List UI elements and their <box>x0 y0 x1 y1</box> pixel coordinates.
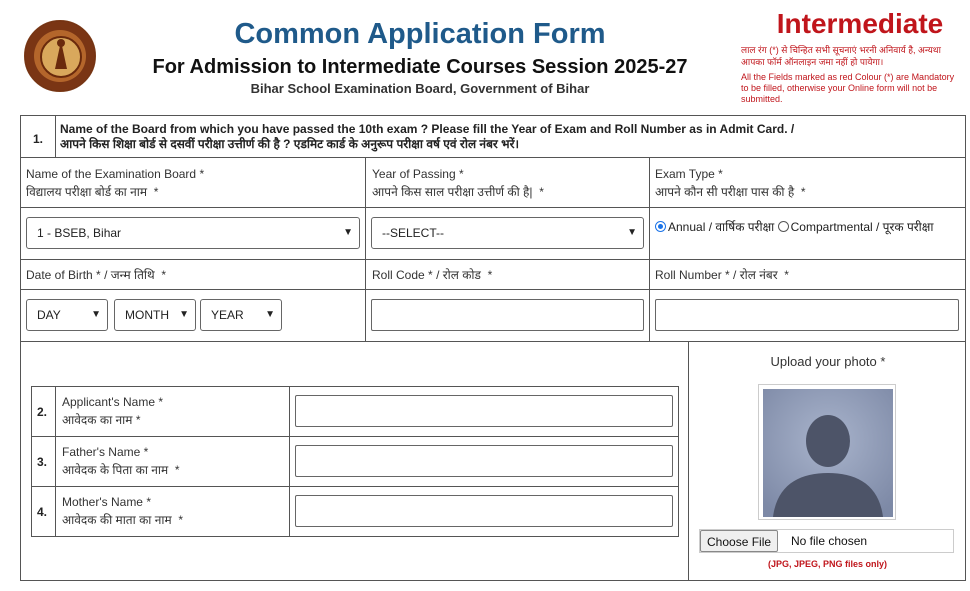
roll-code-label: Roll Code * / रोल कोड * <box>372 268 493 282</box>
row-number: 2. <box>37 405 48 419</box>
required-asterisk: * <box>458 167 464 181</box>
row-number: 3. <box>37 455 48 469</box>
applicant-name-input[interactable] <box>295 395 673 427</box>
mandatory-note-english: All the Fields marked as red Colour (*) are Mandatory to be filled, otherwise your Online form will not be submitted. <box>741 72 955 104</box>
required-asterisk: * <box>199 167 205 181</box>
roll-code-input[interactable] <box>371 299 644 331</box>
divider <box>20 289 966 290</box>
exam-type-label: Exam Type * आपने कौन सी परीक्षा पास की है * <box>655 167 806 199</box>
mother-name-label: Mother's Name * आवेदक की माता का नाम * <box>62 495 184 527</box>
required-asterisk: * <box>146 495 151 509</box>
divider <box>31 486 679 487</box>
applicant-name-label: Applicant's Name * आवेदक का नाम * <box>62 395 164 427</box>
mandatory-note-hindi: लाल रंग (*) से चिन्हित सभी सूचनाएं भरनी अनिवार्य है, अन्यथा आपका फॉर्म ऑनलाइन जमा नहीं हो पायेगा। <box>741 45 941 67</box>
chevron-down-icon: ▼ <box>91 309 101 320</box>
divider <box>365 157 366 341</box>
chevron-down-icon: ▼ <box>627 227 637 238</box>
question-number: 1. <box>33 132 44 146</box>
emblem-logo <box>24 20 96 92</box>
required-asterisk: * <box>718 167 723 181</box>
question-text-english: Name of the Board from which you have passed the 10th exam ? Please fill the Year of Exam and Roll Number as in Admit Card. / <box>60 122 795 136</box>
dob-month-select[interactable]: MONTH ▼ <box>114 299 196 331</box>
mother-name-input[interactable] <box>295 495 673 527</box>
file-type-hint: (JPG, JPEG, PNG files only) <box>767 559 888 569</box>
divider <box>31 436 679 437</box>
required-asterisk: * <box>539 185 544 199</box>
dob-label: Date of Birth * / जन्म तिथि * <box>26 268 167 282</box>
board-select[interactable]: 1 - BSEB, Bihar ▼ <box>26 217 360 249</box>
choose-file-button[interactable]: Choose File <box>700 530 778 552</box>
divider <box>20 157 966 158</box>
file-upload-control <box>699 529 954 553</box>
exam-type-options: Annual / वार्षिक परीक्षा Compartmental / पूरक परीक्षा <box>655 219 960 236</box>
dob-year-select[interactable]: YEAR ▼ <box>200 299 282 331</box>
page-subtitle: For Admission to Intermediate Courses Session 2025-27 <box>152 56 688 78</box>
required-asterisk: * <box>174 463 180 477</box>
required-asterisk: * <box>487 268 493 282</box>
divider <box>55 115 56 157</box>
required-asterisk: * <box>96 268 101 282</box>
board-label: Name of the Examination Board * विद्यालय परीक्षा बोर्ड का नाम * <box>26 167 205 199</box>
divider <box>55 386 56 537</box>
required-asterisk: * <box>880 354 886 369</box>
course-level: Intermediate <box>776 8 944 39</box>
divider <box>20 207 966 208</box>
year-select[interactable]: --SELECT-- ▼ <box>371 217 644 249</box>
divider <box>688 341 689 581</box>
chevron-down-icon: ▼ <box>343 227 353 238</box>
year-label: Year of Passing * आपने किस साल परीक्षा उत्तीर्ण की है| * <box>372 167 544 199</box>
father-name-input[interactable] <box>295 445 673 477</box>
required-asterisk: * <box>143 445 149 459</box>
dob-day-select[interactable]: DAY ▼ <box>26 299 108 331</box>
question-text-hindi: आपने किस शिक्षा बोर्ड से दसवीं परीक्षा उत्तीर्ण की है ? एडमिट कार्ड के अनुरूप परीक्षा वर्ष एवं रोल नंबर भरें। <box>60 137 520 151</box>
question-text <box>60 122 955 152</box>
file-status: No file chosen <box>791 534 868 548</box>
divider <box>649 157 650 341</box>
required-asterisk: * <box>153 185 159 199</box>
photo-upload-label: Upload your photo * <box>770 354 886 369</box>
required-asterisk: * <box>800 185 806 199</box>
row-number: 4. <box>37 505 48 519</box>
required-asterisk: * <box>428 268 433 282</box>
required-asterisk: * <box>725 268 730 282</box>
divider <box>289 386 290 537</box>
required-asterisk: * <box>135 413 141 427</box>
divider <box>20 341 966 342</box>
divider <box>20 259 966 260</box>
page-title: Common Application Form <box>234 18 606 50</box>
avatar-silhouette-icon <box>763 389 893 517</box>
photo-preview <box>758 384 896 520</box>
board-name: Bihar School Examination Board, Government of Bihar <box>250 81 590 96</box>
required-asterisk: * <box>784 268 789 282</box>
required-asterisk: * <box>161 268 167 282</box>
radio-compartmental[interactable] <box>778 221 789 232</box>
radio-annual[interactable] <box>655 221 666 232</box>
required-asterisk: * <box>178 513 184 527</box>
chevron-down-icon: ▼ <box>265 309 275 320</box>
required-asterisk: * <box>158 395 164 409</box>
father-name-label: Father's Name * आवेदक के पिता का नाम * <box>62 445 180 477</box>
chevron-down-icon: ▼ <box>177 300 189 330</box>
roll-number-label: Roll Number * / रोल नंबर * <box>655 268 789 282</box>
roll-number-input[interactable] <box>655 299 959 331</box>
